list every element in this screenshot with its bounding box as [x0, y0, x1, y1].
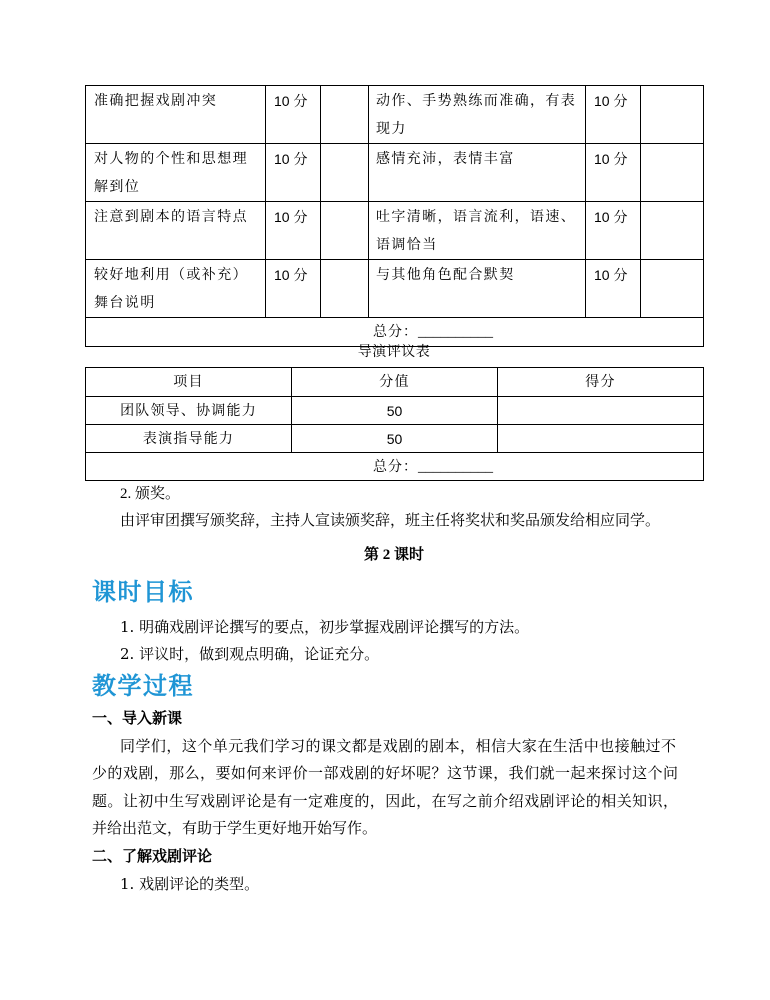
total-score-row — [86, 453, 704, 481]
total-score-label: 总分： — [373, 324, 418, 340]
item-cell: 团队领导、协调能力 — [86, 397, 292, 425]
score-blank-cell — [641, 86, 704, 144]
performance-scoring-table — [85, 85, 704, 347]
score-blank-cell — [321, 144, 369, 202]
value-cell: 50 — [292, 397, 498, 425]
paragraph-line: 少的戏剧，那么，要如何来评价一部戏剧的好坏呢？这节课，我们就一起来探讨这个问 — [92, 764, 678, 782]
total-score-blank: __________ — [418, 458, 493, 475]
score-blank-cell — [321, 202, 369, 260]
goals-heading: 课时目标 — [92, 578, 194, 606]
criterion-cell: 注意到剧本的语言特点 — [86, 202, 266, 260]
section-title-intro: 一、导入新课 — [92, 709, 183, 727]
score-blank-cell — [641, 202, 704, 260]
award-text: 由评审团撰写颁奖辞，主持人宣读颁奖辞，班主任将奖状和奖品颁发给相应同学。 — [120, 511, 661, 529]
criterion-cell: 较好地利用（或补充）舞台说明 — [86, 260, 266, 318]
full-score-cell: 10 分 — [266, 144, 321, 202]
criterion-cell: 与其他角色配合默契 — [369, 260, 586, 318]
table-caption: 导演评议表 — [357, 344, 431, 360]
full-score-cell: 10 分 — [586, 260, 641, 318]
table-row — [86, 86, 704, 144]
goal-item: 2. 评议时，做到观点明确，论证充分。 — [120, 645, 380, 663]
process-heading: 教学过程 — [92, 672, 194, 700]
total-score-blank: __________ — [418, 324, 493, 340]
score-blank-cell — [641, 260, 704, 318]
table-header-row — [86, 368, 704, 397]
criterion-cell: 动作、手势熟练而准确，有表现力 — [369, 86, 586, 144]
score-blank-cell — [321, 86, 369, 144]
criterion-cell: 对人物的个性和思想理解到位 — [86, 144, 266, 202]
table-row — [86, 144, 704, 202]
table-row — [86, 260, 704, 318]
full-score-cell: 10 分 — [266, 202, 321, 260]
director-evaluation-table — [85, 367, 704, 481]
score-blank-cell — [641, 144, 704, 202]
review-item: 1. 戏剧评论的类型。 — [120, 875, 260, 893]
full-score-cell: 10 分 — [586, 202, 641, 260]
score-blank-cell — [321, 260, 369, 318]
column-header: 分值 — [292, 368, 498, 397]
full-score-cell: 10 分 — [266, 260, 321, 318]
full-score-cell: 10 分 — [586, 144, 641, 202]
paragraph-line: 同学们，这个单元我们学习的课文都是戏剧的剧本，相信大家在生活中也接触过不 — [120, 737, 676, 755]
total-score-cell — [86, 453, 704, 481]
criterion-cell: 感情充沛，表情丰富 — [369, 144, 586, 202]
table-row — [86, 425, 704, 453]
item-cell: 表演指导能力 — [86, 425, 292, 453]
paragraph-line: 题。让初中生写戏剧评论是有一定难度的，因此，在写之前介绍戏剧评论的相关知识， — [92, 792, 678, 810]
full-score-cell: 10 分 — [586, 86, 641, 144]
table-row — [86, 202, 704, 260]
goal-item: 1. 明确戏剧评论撰写的要点，初步掌握戏剧评论撰写的方法。 — [120, 618, 530, 636]
value-cell: 50 — [292, 425, 498, 453]
award-step: 2. 颁奖。 — [120, 486, 181, 502]
column-header: 项目 — [86, 368, 292, 397]
score-blank-cell — [498, 425, 704, 453]
lesson-title: 第 2 课时 — [363, 547, 424, 563]
criterion-cell: 吐字清晰，语言流利，语速、语调恰当 — [369, 202, 586, 260]
full-score-cell: 10 分 — [266, 86, 321, 144]
paragraph-line: 并给出范文，有助于学生更好地开始写作。 — [92, 819, 378, 837]
score-blank-cell — [498, 397, 704, 425]
table-row — [86, 397, 704, 425]
criterion-cell: 准确把握戏剧冲突 — [86, 86, 266, 144]
total-score-label: 总分： — [373, 458, 418, 475]
column-header: 得分 — [498, 368, 704, 397]
section-title-review: 二、了解戏剧评论 — [92, 847, 213, 865]
